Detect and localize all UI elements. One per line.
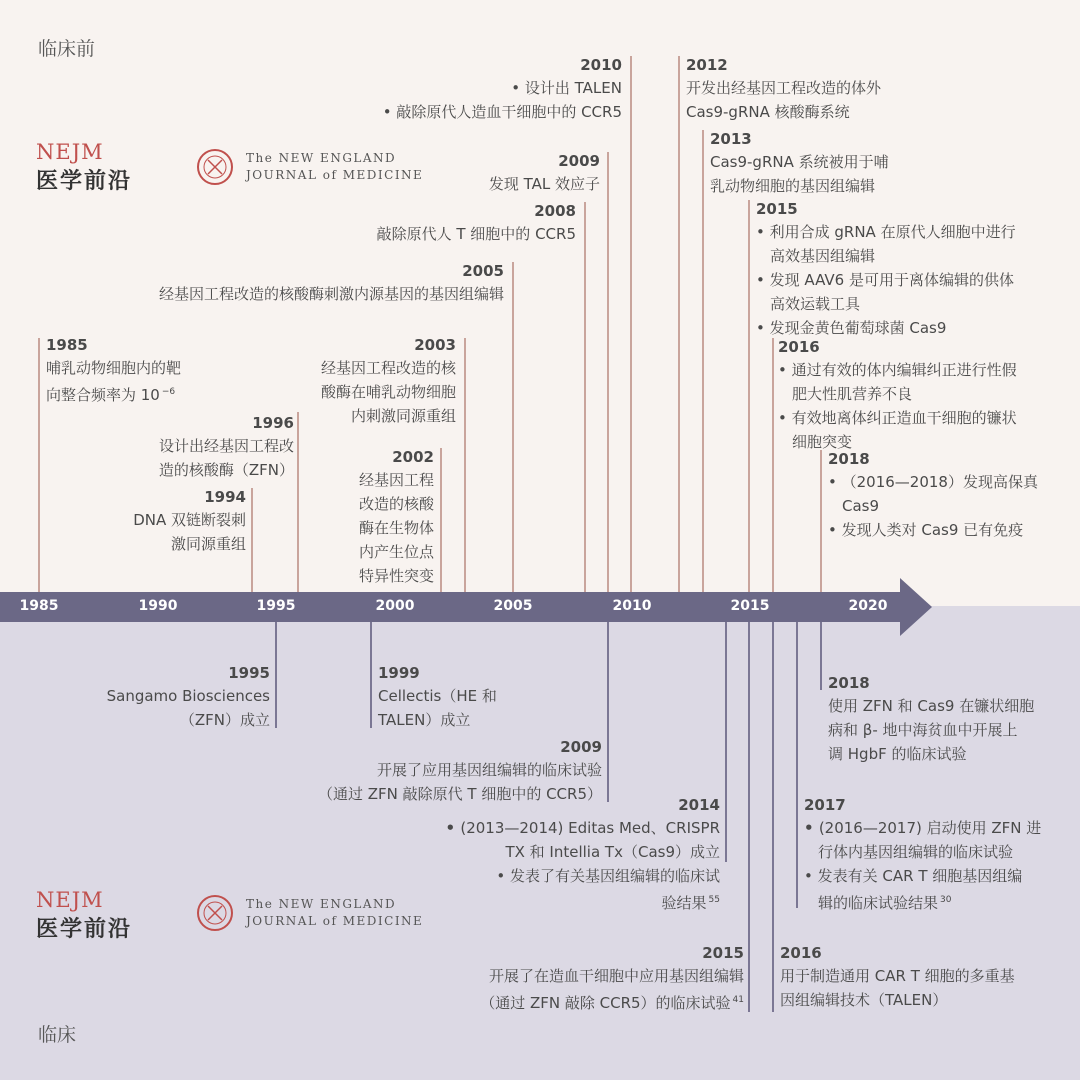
event-text: • 发现金黄色葡萄球菌 Cas9 <box>756 316 1016 340</box>
event-2010 <box>383 54 622 124</box>
event-text: 行体内基因组编辑的临床试验 <box>818 843 1014 861</box>
connector-2015 <box>748 200 750 594</box>
preclinical-label: 临床前 <box>38 38 96 60</box>
event-clin-2018 <box>828 672 1034 766</box>
tick-label: 2010 <box>612 598 652 614</box>
connector-2008 <box>584 202 586 594</box>
tick-label: 1995 <box>256 598 296 614</box>
event-text: DNA 双链断裂刺 <box>133 511 246 529</box>
connector-2002 <box>440 448 442 594</box>
connector-2003 <box>464 338 466 594</box>
event-2016 <box>778 336 1017 454</box>
event-text: Cellectis（HE 和 <box>378 687 497 705</box>
connector-1985 <box>38 338 40 594</box>
connector-clin-2015 <box>748 622 750 1012</box>
event-text: • 通过有效的体内编辑纠正进行性假 <box>778 358 1017 382</box>
event-year: 2012 <box>686 56 728 74</box>
event-year: 1996 <box>252 414 294 432</box>
event-1985 <box>46 334 181 407</box>
event-text <box>804 888 1041 915</box>
event-year: 2015 <box>756 200 798 218</box>
event-text: 细胞突变 <box>792 433 853 451</box>
event-text: • 有效地离体纠正造血干细胞的镰状 <box>778 406 1017 430</box>
event-year: 2018 <box>828 450 870 468</box>
event-year: 2008 <box>534 202 576 220</box>
event-2009 <box>489 150 600 196</box>
event-text: 改造的核酸 <box>358 495 434 513</box>
event-year: 2018 <box>828 674 870 692</box>
event-text: TALEN）成立 <box>378 711 471 729</box>
event-text: 开展了应用基因组编辑的临床试验 <box>376 761 602 779</box>
nejm-seal-icon <box>196 148 234 186</box>
event-year: 2014 <box>678 796 720 814</box>
event-year: 2016 <box>778 338 820 356</box>
event-text: 病和 β- 地中海贫血中开展上 <box>828 721 1018 739</box>
connector-2016 <box>772 338 774 594</box>
event-text: 经基因工程改造的核酸酶刺激内源基因的基因组编辑 <box>158 285 504 303</box>
nejm-logo-text: NEJM <box>36 888 104 912</box>
event-text: 酶在生物体 <box>358 519 434 537</box>
event-text <box>480 988 744 1015</box>
event-year: 2003 <box>414 336 456 354</box>
connector-2010 <box>630 56 632 594</box>
citation-ref: 55 <box>708 895 720 905</box>
connector-1996 <box>297 412 299 594</box>
event-text: 使用 ZFN 和 Cas9 在镰状细胞 <box>828 697 1035 715</box>
event-2012 <box>686 54 881 124</box>
citation-ref: 41 <box>732 995 744 1005</box>
event-1994 <box>133 486 246 556</box>
event-text: • 发现人类对 Cas9 已有免疫 <box>828 518 1038 542</box>
connector-clin-2014 <box>725 622 727 862</box>
event-year: 2016 <box>780 944 822 962</box>
event-clin-1995 <box>107 662 270 732</box>
event-text: 酸酶在哺乳动物细胞 <box>320 383 456 401</box>
event-year: 1995 <box>228 664 270 682</box>
event-text: 激同源重组 <box>170 535 246 553</box>
event-text <box>446 888 720 915</box>
tick-label: 2020 <box>848 598 888 614</box>
nejm-logo-chinese: 医学前沿 <box>36 168 133 194</box>
event-text: • (2013—2014) Editas Med、CRISPR <box>446 816 720 840</box>
nejm-seal-icon <box>196 894 234 932</box>
event-text: 开展了在造血干细胞中应用基因组编辑 <box>488 967 744 985</box>
event-2015 <box>756 198 1016 340</box>
tick-label: 1990 <box>138 598 178 614</box>
event-text-part: （通过 ZFN 敲除 CCR5）的临床试验 <box>480 994 731 1012</box>
nejm-logo-chinese: 医学前沿 <box>36 916 133 942</box>
connector-clin-2018 <box>820 622 822 690</box>
event-text: • (2016—2017) 启动使用 ZFN 进 <box>804 816 1041 840</box>
connector-clin-2016 <box>772 622 774 1012</box>
nejm-logo-text: NEJM <box>36 140 104 164</box>
event-2018 <box>828 448 1038 542</box>
event-year: 2005 <box>462 262 504 280</box>
event-clin-2014 <box>446 794 720 915</box>
connector-clin-1999 <box>370 622 372 728</box>
event-text: 敲除原代人 T 细胞中的 CCR5 <box>376 225 576 243</box>
journal-title-bottom <box>246 896 423 930</box>
event-clin-1999 <box>378 662 497 732</box>
citation-ref: 30 <box>940 895 952 905</box>
connector-2009 <box>607 152 609 594</box>
event-text: 经基因工程 <box>358 471 434 489</box>
event-text: 高效运载工具 <box>770 295 861 313</box>
event-text: 开发出经基因工程改造的体外 <box>686 79 882 97</box>
event-text: 高效基因组编辑 <box>770 247 876 265</box>
connector-clin-1995 <box>275 622 277 728</box>
event-text: 乳动物细胞的基因组编辑 <box>710 177 876 195</box>
journal-title-line1: The NEW ENGLAND <box>246 897 397 911</box>
timeline-arrow-icon <box>900 578 932 636</box>
journal-title <box>246 150 423 184</box>
event-year: 2015 <box>702 944 744 962</box>
event-year: 2009 <box>558 152 600 170</box>
event-year: 2017 <box>804 796 846 814</box>
event-text: （通过 ZFN 敲除原代 T 细胞中的 CCR5） <box>317 785 602 803</box>
nejm-logo <box>36 140 132 195</box>
connector-clin-2009 <box>607 622 609 802</box>
event-2003 <box>321 334 456 428</box>
event-text: • 设计出 TALEN <box>383 76 622 100</box>
event-clin-2016 <box>780 942 1015 1012</box>
connector-2018 <box>820 450 822 594</box>
event-text: • 发表有关 CAR T 细胞基因组编 <box>804 864 1041 888</box>
event-text: • 发现 AAV6 是可用于离体编辑的供体 <box>756 268 1016 292</box>
event-text: Cas9-gRNA 核酸酶系统 <box>686 103 850 121</box>
tick-label: 2015 <box>730 598 770 614</box>
journal-title-line2: JOURNAL of MEDICINE <box>246 914 424 928</box>
event-year: 2010 <box>580 56 622 74</box>
event-text: TX 和 Intellia Tx（Cas9）成立 <box>505 843 720 861</box>
event-text: 因组编辑技术（TALEN） <box>780 991 948 1009</box>
tick-label: 2005 <box>493 598 533 614</box>
event-text: 调 HgbF 的临床试验 <box>828 745 967 763</box>
event-2008 <box>377 200 576 246</box>
event-2005 <box>159 260 504 306</box>
event-clin-2017 <box>804 794 1041 915</box>
event-year: 2002 <box>392 448 434 466</box>
event-year: 2013 <box>710 130 752 148</box>
event-2013 <box>710 128 889 198</box>
event-year: 1994 <box>204 488 246 506</box>
event-clin-2015 <box>480 942 744 1015</box>
event-text: 特异性突变 <box>358 567 434 585</box>
event-text: （ZFN）成立 <box>179 711 270 729</box>
connector-clin-2017 <box>796 622 798 908</box>
event-text: Sangamo Biosciences <box>106 687 270 705</box>
event-text: • 利用合成 gRNA 在原代人细胞中进行 <box>756 220 1016 244</box>
event-text: 哺乳动物细胞内的靶 <box>46 359 182 377</box>
event-text: 内刺激同源重组 <box>350 407 456 425</box>
event-year: 2009 <box>560 738 602 756</box>
event-text: • 敲除原代人造血干细胞中的 CCR5 <box>383 100 622 124</box>
event-text: 经基因工程改造的核 <box>320 359 456 377</box>
exponent: −6 <box>161 387 176 397</box>
connector-2012 <box>678 56 680 594</box>
event-2002 <box>359 446 434 588</box>
clinical-label: 临床 <box>38 1024 77 1046</box>
event-text: 肥大性肌营养不良 <box>792 385 913 403</box>
connector-2005 <box>512 262 514 594</box>
event-text-part: 辑的临床试验结果 <box>818 894 939 912</box>
tick-label: 1985 <box>19 598 59 614</box>
event-1996 <box>159 412 294 482</box>
connector-2013 <box>702 130 704 594</box>
event-text-part: 验结果 <box>661 894 707 912</box>
event-text: 内产生位点 <box>358 543 434 561</box>
event-year: 1999 <box>378 664 420 682</box>
tick-label: 2000 <box>375 598 415 614</box>
event-text: 用于制造通用 CAR T 细胞的多重基 <box>780 967 1015 985</box>
event-text: Cas9 <box>842 497 880 515</box>
nejm-logo-bottom <box>36 888 132 943</box>
journal-title-line2: JOURNAL of MEDICINE <box>246 168 424 182</box>
event-text <box>46 380 181 407</box>
journal-title-line1: The NEW ENGLAND <box>246 151 397 165</box>
event-text: Cas9-gRNA 系统被用于哺 <box>710 153 889 171</box>
event-text: • 发表了有关基因组编辑的临床试 <box>446 864 720 888</box>
event-text: 发现 TAL 效应子 <box>488 175 600 193</box>
event-text-part: 向整合频率为 10 <box>46 386 160 404</box>
event-text: • （2016—2018）发现高保真 <box>828 470 1038 494</box>
event-year: 1985 <box>46 336 88 354</box>
connector-1994 <box>251 488 253 594</box>
event-text: 造的核酸酶（ZFN） <box>158 461 294 479</box>
event-text: 设计出经基因工程改 <box>158 437 294 455</box>
